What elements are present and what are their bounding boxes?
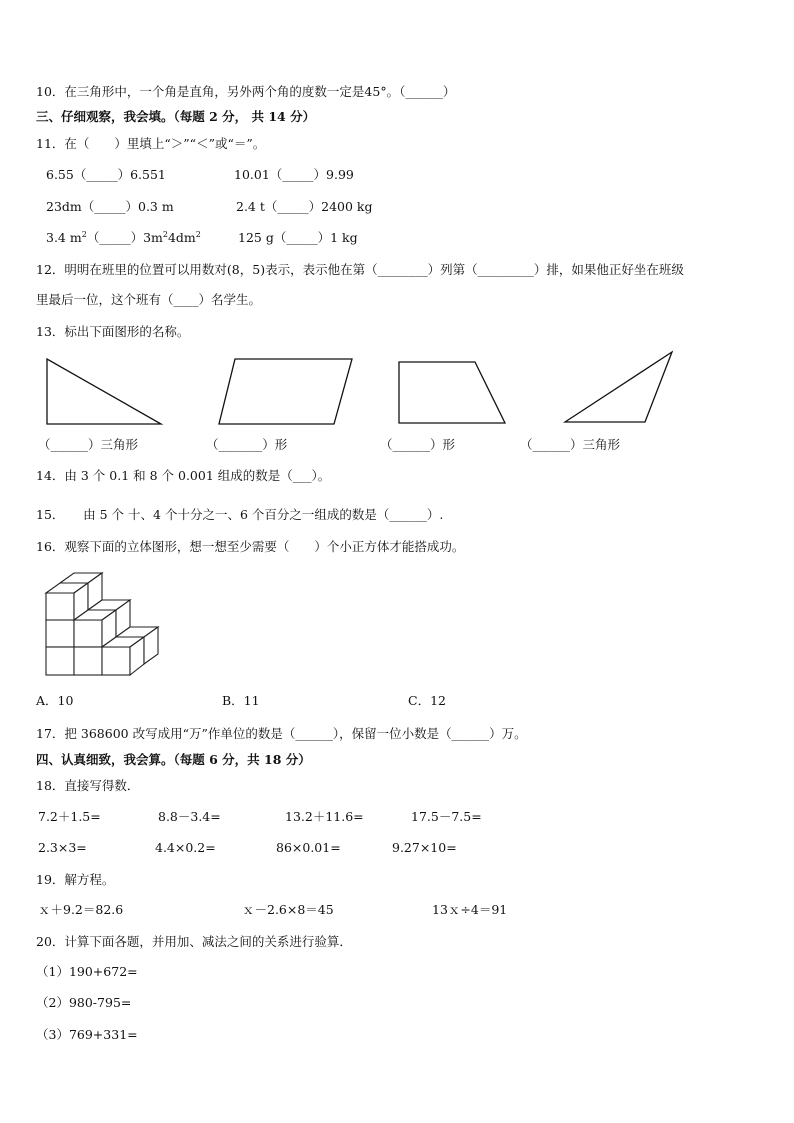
q13-label-2: （_______）形 — [206, 437, 288, 452]
q19-equation-3: 13ｘ÷4＝91 — [432, 902, 508, 917]
q11-r3c1-part-a: 3.4 m — [46, 230, 82, 245]
q16-option-a: A．10 — [36, 693, 74, 708]
q16-option-b: B．11 — [222, 693, 260, 708]
q11-r1c2: 10.01（_____）9.99 — [234, 167, 354, 182]
question-10: 10．在三角形中，一个角是直角，另外两个角的度数一定是45°。（______） — [36, 84, 456, 99]
q11-r3c1-part-c: 4dm — [167, 230, 196, 245]
q11-r2c2: 2.4 t（_____）2400 kg — [236, 199, 373, 214]
question-19-stem: 19．解方程。 — [36, 872, 115, 887]
q18-r1-4: 17.5－7.5= — [411, 809, 482, 824]
question-12-line-1: 12．明明在班里的位置可以用数对(8，5)表示，表示他在第（________）列第（_________）排，如果他正好坐在班级 — [36, 262, 684, 277]
q20-part-2: （2）980-795= — [36, 995, 132, 1010]
q13-label-4: （______）三角形 — [520, 437, 621, 452]
section-3-heading: 三、仔细观察，我会填。（每题 2 分， 共 14 分） — [36, 109, 316, 124]
question-17: 17．把 368600 改写成用“万”作单位的数是（______），保留一位小数是（______）万。 — [36, 726, 527, 741]
question-16-stem: 16．观察下面的立体图形，想一想至少需要（ ）个小正方体才能搭成功。 — [36, 539, 465, 554]
question-11-stem: 11．在（ ）里填上“＞”“＜”或“＝”。 — [36, 136, 266, 151]
question-14: 14．由 3 个 0.1 和 8 个 0.001 组成的数是（___）。 — [36, 468, 331, 483]
q13-label-3: （______）形 — [380, 437, 456, 452]
q18-r2-2: 4.4×0.2= — [155, 840, 216, 855]
q11-r3c1-sup-a: 2 — [81, 230, 87, 239]
q19-equation-1: ｘ＋9.2＝82.6 — [38, 902, 124, 917]
question-13-stem: 13．标出下面图形的名称。 — [36, 324, 190, 339]
q20-part-3: （3）769+331= — [36, 1027, 138, 1042]
q11-r3c2: 125 g（_____）1 kg — [238, 230, 358, 245]
q18-r1-2: 8.8－3.4= — [158, 809, 221, 824]
q13-label-1: （______）三角形 — [38, 437, 139, 452]
q11-r3c1-part-b: （_____）3m — [86, 230, 163, 245]
question-15: 15． 由 5 个 十、4 个十分之一、6 个百分之一组成的数是（______）. — [36, 507, 444, 522]
q11-r2c1: 23dm（_____）0.3 m — [46, 199, 174, 214]
q18-r1-3: 13.2＋11.6= — [285, 809, 364, 824]
q19-equation-2: ｘ－2.6×8＝45 — [242, 902, 334, 917]
question-12-line-2: 里最后一位，这个班有（____）名学生。 — [36, 292, 262, 307]
q16-option-c: C．12 — [408, 693, 446, 708]
q11-r1c1: 6.55（_____）6.551 — [46, 167, 166, 182]
q18-r1-1: 7.2＋1.5= — [38, 809, 101, 824]
q20-part-1: （1）190+672= — [36, 964, 138, 979]
q18-r2-4: 9.27×10= — [392, 840, 457, 855]
q11-r3c1-sup-c: 2 — [195, 230, 201, 239]
q11-r3c1-sup-b: 2 — [162, 230, 168, 239]
question-18-stem: 18．直接写得数． — [36, 778, 140, 793]
q18-r2-3: 86×0.01= — [276, 840, 341, 855]
q18-r2-1: 2.3×3= — [38, 840, 87, 855]
question-20-stem: 20．计算下面各题，并用加、减法之间的关系进行验算． — [36, 934, 352, 949]
section-4-heading: 四、认真细致，我会算。（每题 6 分，共 18 分） — [36, 752, 311, 767]
